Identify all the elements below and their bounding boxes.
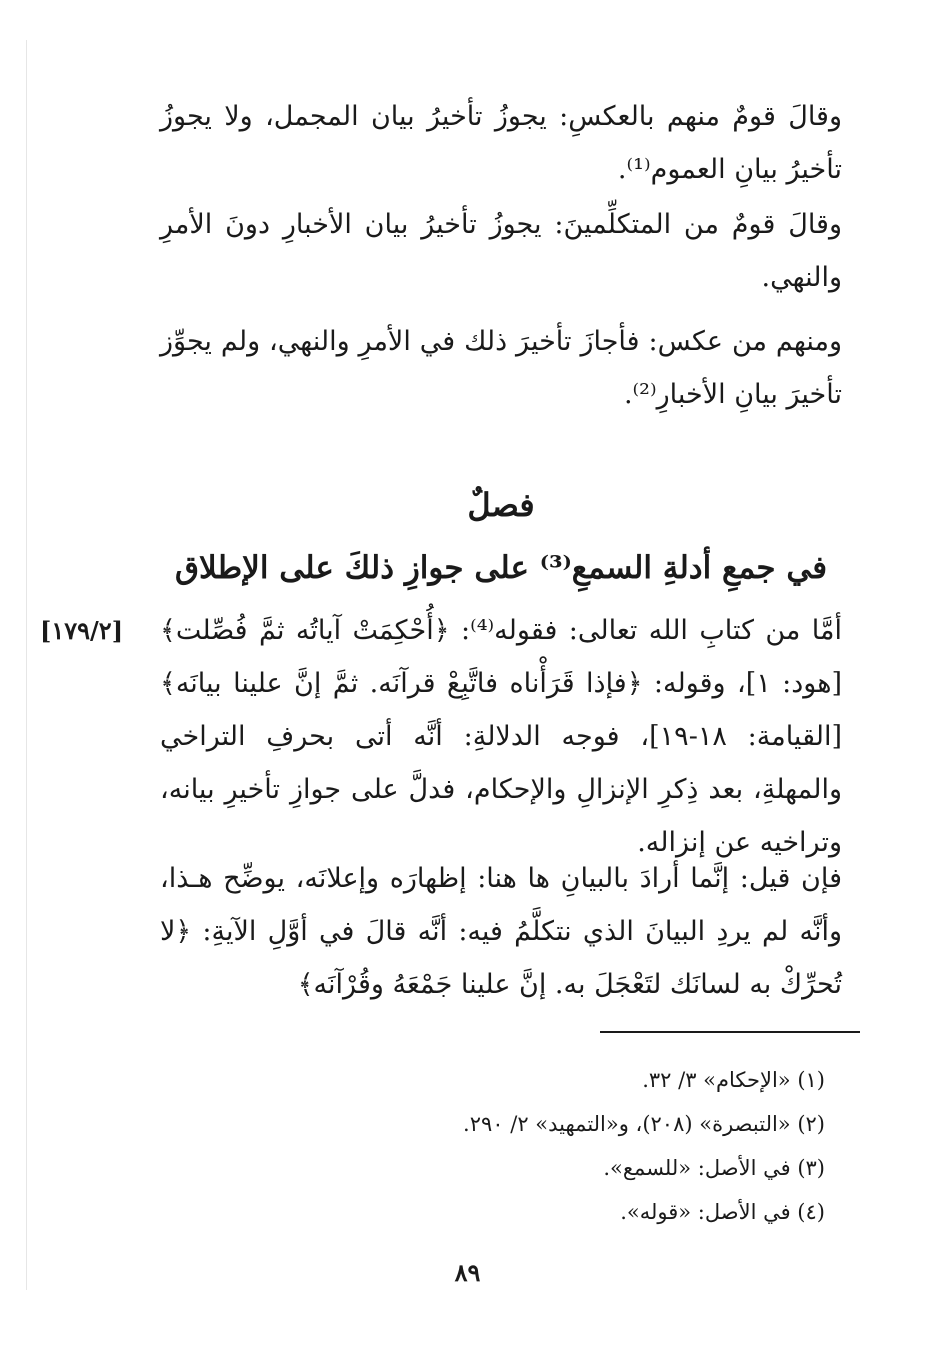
footnotes-list: [160, 1058, 825, 1234]
section-subtitle: في جمعِ أدلةِ السمعِ⁽³⁾ على جوازِ ذلكَ على الإطلاق: [174, 550, 828, 586]
manuscript-page-reference: [١٧٩/٢]: [40, 616, 124, 645]
footnote-1: (١) «الإحكام» ٣/ ٣٢.: [642, 1068, 825, 1092]
paragraph-2: وقالَ قومٌ من المتكلِّمينَ: يجوزُ تأخيرُ بيان الأخبارِ دونَ الأمرِ والنهي.: [160, 209, 842, 293]
footnote-2: (٢) «التبصرة» (٢٠٨)، و«التمهيد» ٢/ ٢٩٠.: [463, 1112, 825, 1136]
paragraph-1: وقالَ قومٌ منهم بالعكسِ: يجوزُ تأخيرُ بيان المجمل، ولا يجوزُ تأخيرُ بيانِ العموم⁽¹⁾.: [160, 101, 842, 185]
section-title: فصلٌ: [467, 486, 535, 524]
paragraph-4: أمَّا من كتابِ الله تعالى: فقوله⁽⁴⁾: ﴿أُحْكِمَتْ آياتُه ثمَّ فُصِّلت﴾ [هود: ١]، وقوله: ﴿فإذا قَرَأْناه فاتَّبِعْ قرآنَه. ثمَّ إنَّ علينا بيانَه﴾ [القيامة: ١٨-١٩]، فوجه الدلالةِ: أنَّه أتى بحرفِ التراخي والمهلةِ، بعد ذِكرِ الإنزالِ والإحكام، فدلَّ على جوازِ تأخيرِ بيانه، وتراخيه عن إنزاله.: [160, 615, 842, 858]
footnote-divider: [600, 1031, 860, 1033]
footnote-3: (٣) في الأصل: «للسمع».: [603, 1156, 825, 1180]
scan-edge-line: [26, 40, 27, 1290]
paragraph-5: فإن قيل: إنَّما أرادَ بالبيانِ ها هنا: إظهارَه وإعلانَه، يوضِّح هـذا، وأنَّه لم يردِ البيانَ الذي نتكلَّمُ فيه: أنَّه قالَ في أوَّلِ الآيةِ: ﴿لا تُحرِّكْ به لسانَك لتَعْجَلَ به. إنَّ علينا جَمْعَهُ وقُرْآنَه﴾: [160, 863, 842, 1000]
footnote-4: (٤) في الأصل: «قوله».: [620, 1200, 825, 1224]
paragraph-3: ومنهم من عكس: فأجازَ تأخيرَ ذلك في الأمرِ والنهي، ولم يجوِّز تأخيرَ بيانِ الأخبارِ⁽²⁾.: [160, 326, 842, 410]
page-number: ٨٩: [454, 1258, 481, 1287]
